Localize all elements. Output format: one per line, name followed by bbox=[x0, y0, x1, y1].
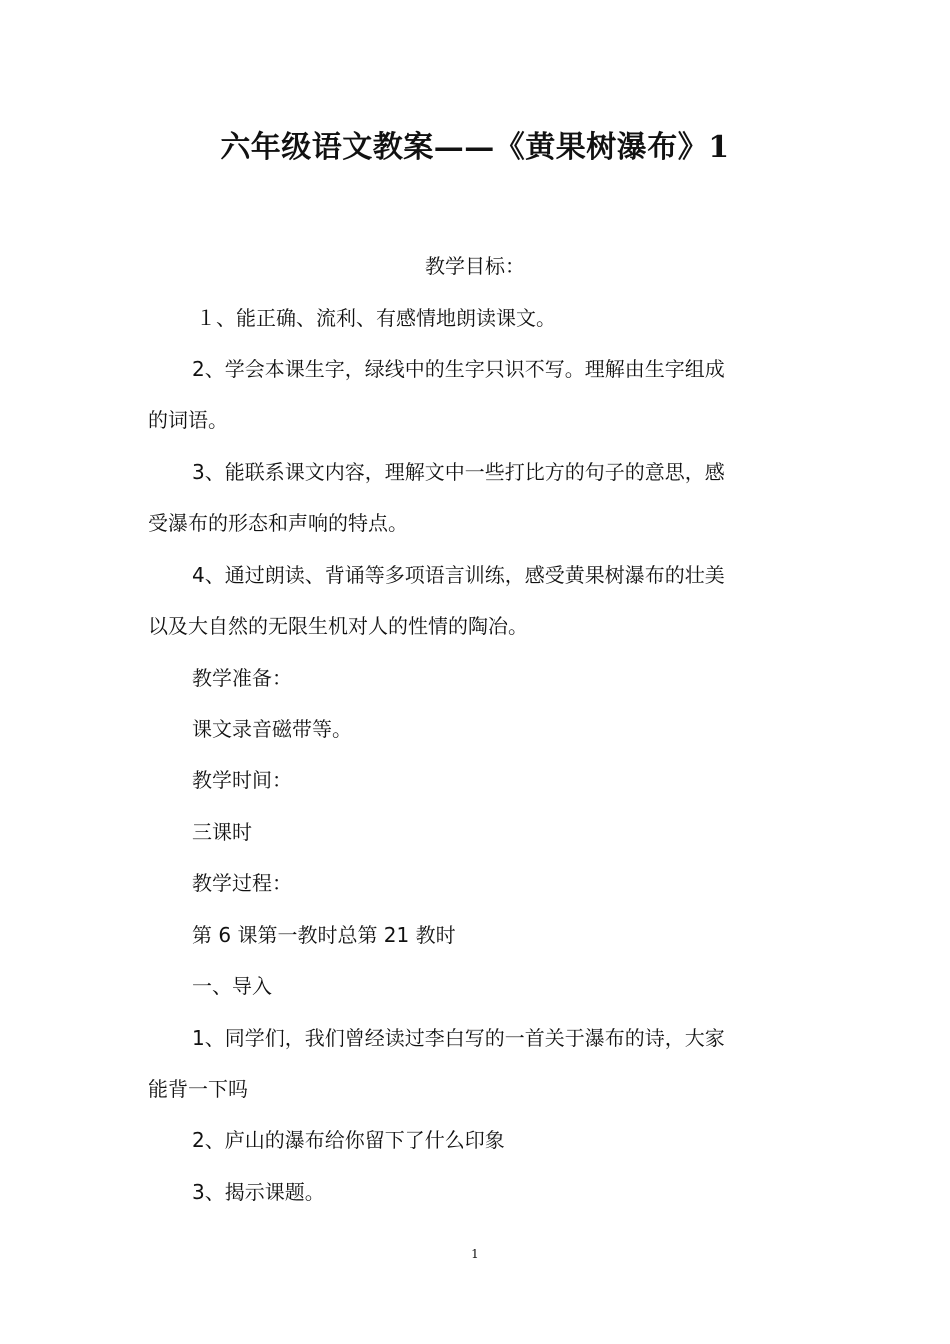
paragraph-line: 2、庐山的瀑布给你留下了什么印象 bbox=[192, 1128, 505, 1152]
heading-teaching-prep: 教学准备： bbox=[192, 666, 292, 690]
heading-teaching-goals: 教学目标： bbox=[425, 254, 525, 278]
paragraph-line: 2、学会本课生字，绿线中的生字只识不写。理解由生字组成 bbox=[192, 357, 725, 381]
paragraph-line: 能背一下吗 bbox=[148, 1077, 248, 1101]
heading-teaching-process: 教学过程： bbox=[192, 871, 292, 895]
paragraph-line: 受瀑布的形态和声响的特点。 bbox=[148, 511, 408, 535]
section-heading: 一、导入 bbox=[192, 974, 272, 998]
heading-teaching-time: 教学时间： bbox=[192, 768, 292, 792]
document-title: 六年级语文教案——《黄果树瀑布》1 bbox=[220, 130, 730, 165]
paragraph-line: 4、通过朗读、背诵等多项语言训练，感受黄果树瀑布的壮美 bbox=[192, 563, 725, 587]
page-number: 1 bbox=[471, 1247, 479, 1261]
paragraph-line: 第 6 课第一教时总第 21 教时 bbox=[192, 923, 456, 947]
paragraph-line: 的词语。 bbox=[148, 408, 228, 432]
paragraph-line: 以及大自然的无限生机对人的性情的陶冶。 bbox=[148, 614, 528, 638]
paragraph-line: 三课时 bbox=[192, 820, 252, 844]
paragraph-line: 3、能联系课文内容，理解文中一些打比方的句子的意思，感 bbox=[192, 460, 725, 484]
paragraph-line: １、能正确、流利、有感情地朗读课文。 bbox=[196, 306, 556, 330]
paragraph-line: 1、同学们，我们曾经读过李白写的一首关于瀑布的诗，大家 bbox=[192, 1026, 725, 1050]
paragraph-line: 3、揭示课题。 bbox=[192, 1180, 325, 1204]
paragraph-line: 课文录音磁带等。 bbox=[192, 717, 352, 741]
